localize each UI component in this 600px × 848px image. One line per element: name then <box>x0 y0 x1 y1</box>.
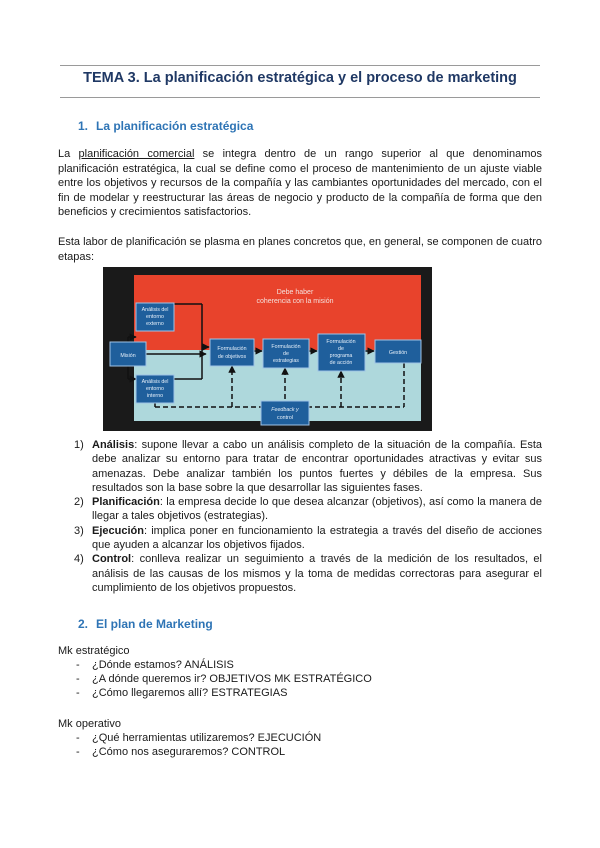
para-lead: La <box>58 148 79 160</box>
item-text: ¿A dónde queremos ir? OBJETIVOS MK ESTRATÉGICO <box>92 672 372 685</box>
section-heading-2 <box>78 617 213 631</box>
item-term: Planificación <box>92 496 160 509</box>
feedback-line-2: control <box>277 415 293 421</box>
item-term: Ejecución <box>92 524 144 537</box>
item-text: ¿Qué herramientas utilizaremos? EJECUCIÓN <box>92 732 322 744</box>
coherence-note-line-2: coherencia con la misión <box>256 298 334 305</box>
item-term: Control <box>92 553 132 566</box>
list-item <box>76 659 372 673</box>
item-number: 2) <box>74 496 84 509</box>
mk-operativo-label: Mk operativo <box>58 718 121 730</box>
list-item <box>58 552 542 595</box>
item-text: : implica poner en funcionamiento la estrategia a través del diseño de acciones que ayuden a alcanzar los objetivos fijados. <box>92 524 542 552</box>
item-text: ¿Cómo llegaremos allí? ESTRATEGIAS <box>92 686 288 699</box>
item-text: ¿Dónde estamos? ANÁLISIS <box>92 659 234 671</box>
dash-marker: - <box>76 745 80 758</box>
objetivos-line-1: Formulación <box>217 346 247 352</box>
programa-line-4: de acción <box>329 360 353 366</box>
dash-marker: - <box>76 659 80 671</box>
list-item <box>58 524 542 553</box>
stages-list <box>58 438 542 595</box>
programa-line-1: Formulación <box>326 339 356 345</box>
item-text: : supone llevar a cabo un análisis completo de la situación de la compañía. Esta debe analizar su entorno para tratar de encontrar oportunidades atractivas y evitar sus amenazas. Debe analizar también los puntos fuertes y débiles de la empresa. Sus resultados son la base sobre la que desarrollar las siguientes fases. <box>92 439 542 494</box>
item-number: 4) <box>74 553 84 566</box>
para-body: se integra dentro de un rango superior al que denominamos planificación estratégica, la cual se define como el proceso de mantenimiento de un ajuste viable entre los objetivos y recursos de la compañía y las cambiantes oportunidades del mercado, con el fin de modelar y reestructurar las áreas de negocio y producto de la compañía de forma que den beneficios y crecimientos satisfactorios. <box>58 148 542 219</box>
feedback-line-1: Feedback y <box>271 407 299 413</box>
analisis-externo-line-3: externo <box>146 321 164 327</box>
item-number: 1) <box>74 439 84 451</box>
item-text: : la empresa decide lo que desea alcanzar (objetivos), así como la manera de llegar a tales objetivos (estrategias). <box>92 496 542 523</box>
planning-diagram <box>103 267 432 431</box>
coherence-note-line-1: Debe haber <box>276 289 314 296</box>
programa-line-3: programa <box>329 353 353 359</box>
mk-operativo-list <box>76 732 321 760</box>
analisis-interno-line-2: entorno <box>146 386 164 392</box>
key-term: planificación comercial <box>78 148 195 160</box>
section-title: El plan de Marketing <box>96 617 213 631</box>
analisis-interno-line-3: interno <box>146 393 164 399</box>
list-item <box>58 495 542 524</box>
objetivos-box <box>210 339 254 366</box>
item-number: 3) <box>74 524 84 537</box>
feedback-box <box>261 401 309 425</box>
programa-line-2: de <box>338 346 344 352</box>
list-item <box>76 687 372 701</box>
list-item <box>76 673 372 687</box>
item-text: ¿Cómo nos aseguraremos? CONTROL <box>92 745 286 758</box>
mk-estrategico-list <box>76 659 372 700</box>
mk-estrategico-label: Mk estratégico <box>58 645 130 657</box>
estrategias-line-2: de <box>283 351 289 357</box>
mision-label: Misión <box>120 353 136 359</box>
item-term: Análisis <box>92 439 135 451</box>
analisis-externo-line-1: Análisis del <box>141 307 169 313</box>
gestion-label: Gestión <box>388 350 408 356</box>
objetivos-line-2: de objetivos <box>217 354 247 360</box>
section-title: La planificación estratégica <box>96 119 254 133</box>
stages-intro-paragraph: Esta labor de planificación se plasma en planes concretos que, en general, se componen de cuatro etapas: <box>58 236 542 263</box>
section-number: 2. <box>78 617 89 631</box>
analisis-interno-line-1: Análisis del <box>141 379 169 385</box>
dash-marker: - <box>76 672 80 685</box>
top-rule <box>60 65 540 66</box>
list-item <box>76 746 321 760</box>
section-heading-1 <box>78 119 253 133</box>
page-title: TEMA 3. La planificación estratégica y el proceso de marketing <box>83 70 517 86</box>
intro-paragraph <box>58 147 542 220</box>
estrategias-line-1: Formulación <box>271 344 301 350</box>
estrategias-line-3: estrategias <box>273 358 299 364</box>
list-item <box>76 732 321 746</box>
title-rule <box>60 97 540 98</box>
dash-marker: - <box>76 732 80 744</box>
section-number: 1. <box>78 119 89 133</box>
list-item <box>58 438 542 495</box>
item-text: : conlleva realizar un seguimiento a través de la medición de los resultados, el análisis de las causas de los mismos y la toma de medidas correctoras para asegurar el cumplimiento de los objetivos propuestos. <box>92 553 542 594</box>
analisis-externo-line-2: entorno <box>146 314 164 320</box>
dash-marker: - <box>76 686 80 699</box>
